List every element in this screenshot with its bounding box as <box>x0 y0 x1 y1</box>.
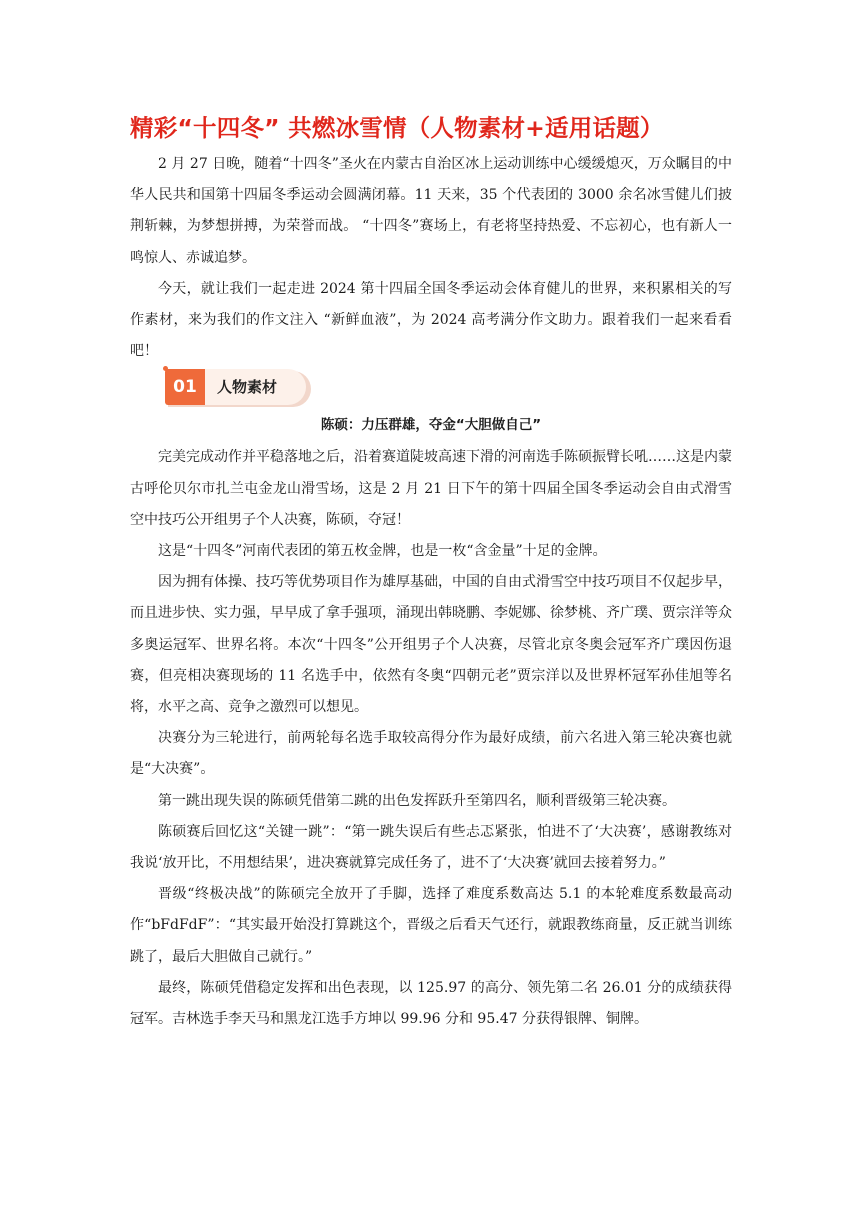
body-paragraph: 晋级“终极决战”的陈硕完全放开了手脚，选择了难度系数高达 5.1 的本轮难度系数最高动作“bFdFdF”：“其实最开始没打算跳这个，晋级之后看天气还行，就跟教练商量，反正就当训练跳了，最后大胆做自己就行。” <box>130 886 732 965</box>
body-paragraph: 最终，陈硕凭借稳定发挥和出色表现，以 125.97 的高分、领先第二名 26.01 分的成绩获得冠军。吉林选手李天马和黑龙江选手方坤以 99.96 分和 95.47 分获得银牌、铜牌。 <box>130 979 732 1028</box>
body-paragraph: 因为拥有体操、技巧等优势项目作为雄厚基础，中国的自由式滑雪空中技巧项目不仅起步早，而且进步快、实力强，早早成了拿手强项，涌现出韩晓鹏、李妮娜、徐梦桃、齐广璞、贾宗洋等众多奥运冠军、世界名将。本次“十四冬”公开组男子个人决赛，尽管北京冬奥会冠军齐广璞因伤退赛，但亮相决赛现场的 11 名选手中，依然有冬奥“四朝元老”贾宗洋以及世界杯冠军孙佳旭等名将，水平之高、竞争之激烈可以想见。 <box>130 574 732 716</box>
article-subheading: 陈硕：力压群雄，夺金“大胆做自己” <box>320 417 542 434</box>
body-paragraph: 决赛分为三轮进行，前两轮每名选手取较高得分作为最好成绩，前六名进入第三轮决赛也就是“大决赛”。 <box>130 730 732 778</box>
intro-paragraph: 2 月 27 日晚，随着“十四冬”圣火在内蒙古自治区冰上运动训练中心缓缓熄灭，万众瞩目的中华人民共和国第十四届冬季运动会圆满闭幕。11 天来，35 个代表团的 3000 余名冰雪健儿们披荆斩棘，为梦想拼搏，为荣誉而战。 “十四冬”赛场上，有老将坚持热爱、不忘初心，也有新人一鸣惊人、赤诚追梦。 <box>130 156 732 266</box>
page-title: 精彩“十四冬” 共燃冰雪情（人物素材+适用话题） <box>130 114 664 142</box>
section-label: 人物素材 <box>205 369 306 405</box>
body-paragraph: 第一跳出现失误的陈硕凭借第二跳的出色发挥跃升至第四名，顺利晋级第三轮决赛。 <box>158 792 676 809</box>
body-paragraph: 陈硕赛后回忆这“关键一跳”：“第一跳失误后有些忐忑紧张，怕进不了‘大决赛’，感谢教练对我说‘放开比，不用想结果’，进决赛就算完成任务了，进不了‘大决赛’就回去接着努力。” <box>130 823 732 872</box>
body-paragraph: 完美完成动作并平稳落地之后，沿着赛道陡坡高速下滑的河南选手陈硕振臂长吼……这是内蒙古呼伦贝尔市扎兰屯金龙山滑雪场，这是 2 月 21 日下午的第十四届全国冬季运动会自由式滑雪空中技巧公开组男子个人决赛，陈硕，夺冠！ <box>130 449 732 528</box>
body-paragraph: 这是“十四冬”河南代表团的第五枚金牌，也是一枚“含金量”十足的金牌。 <box>158 543 607 560</box>
document-page <box>130 108 732 1035</box>
section-number: 01 <box>165 369 205 405</box>
intro-paragraph: 今天，就让我们一起走进 2024 第十四届全国冬季运动会体育健儿的世界，来积累相关的写作素材，来为我们的作文注入 “新鲜血液”，为 2024 高考满分作文助力。跟着我们一起来看看吧！ <box>130 280 732 360</box>
section-badge <box>165 367 311 409</box>
